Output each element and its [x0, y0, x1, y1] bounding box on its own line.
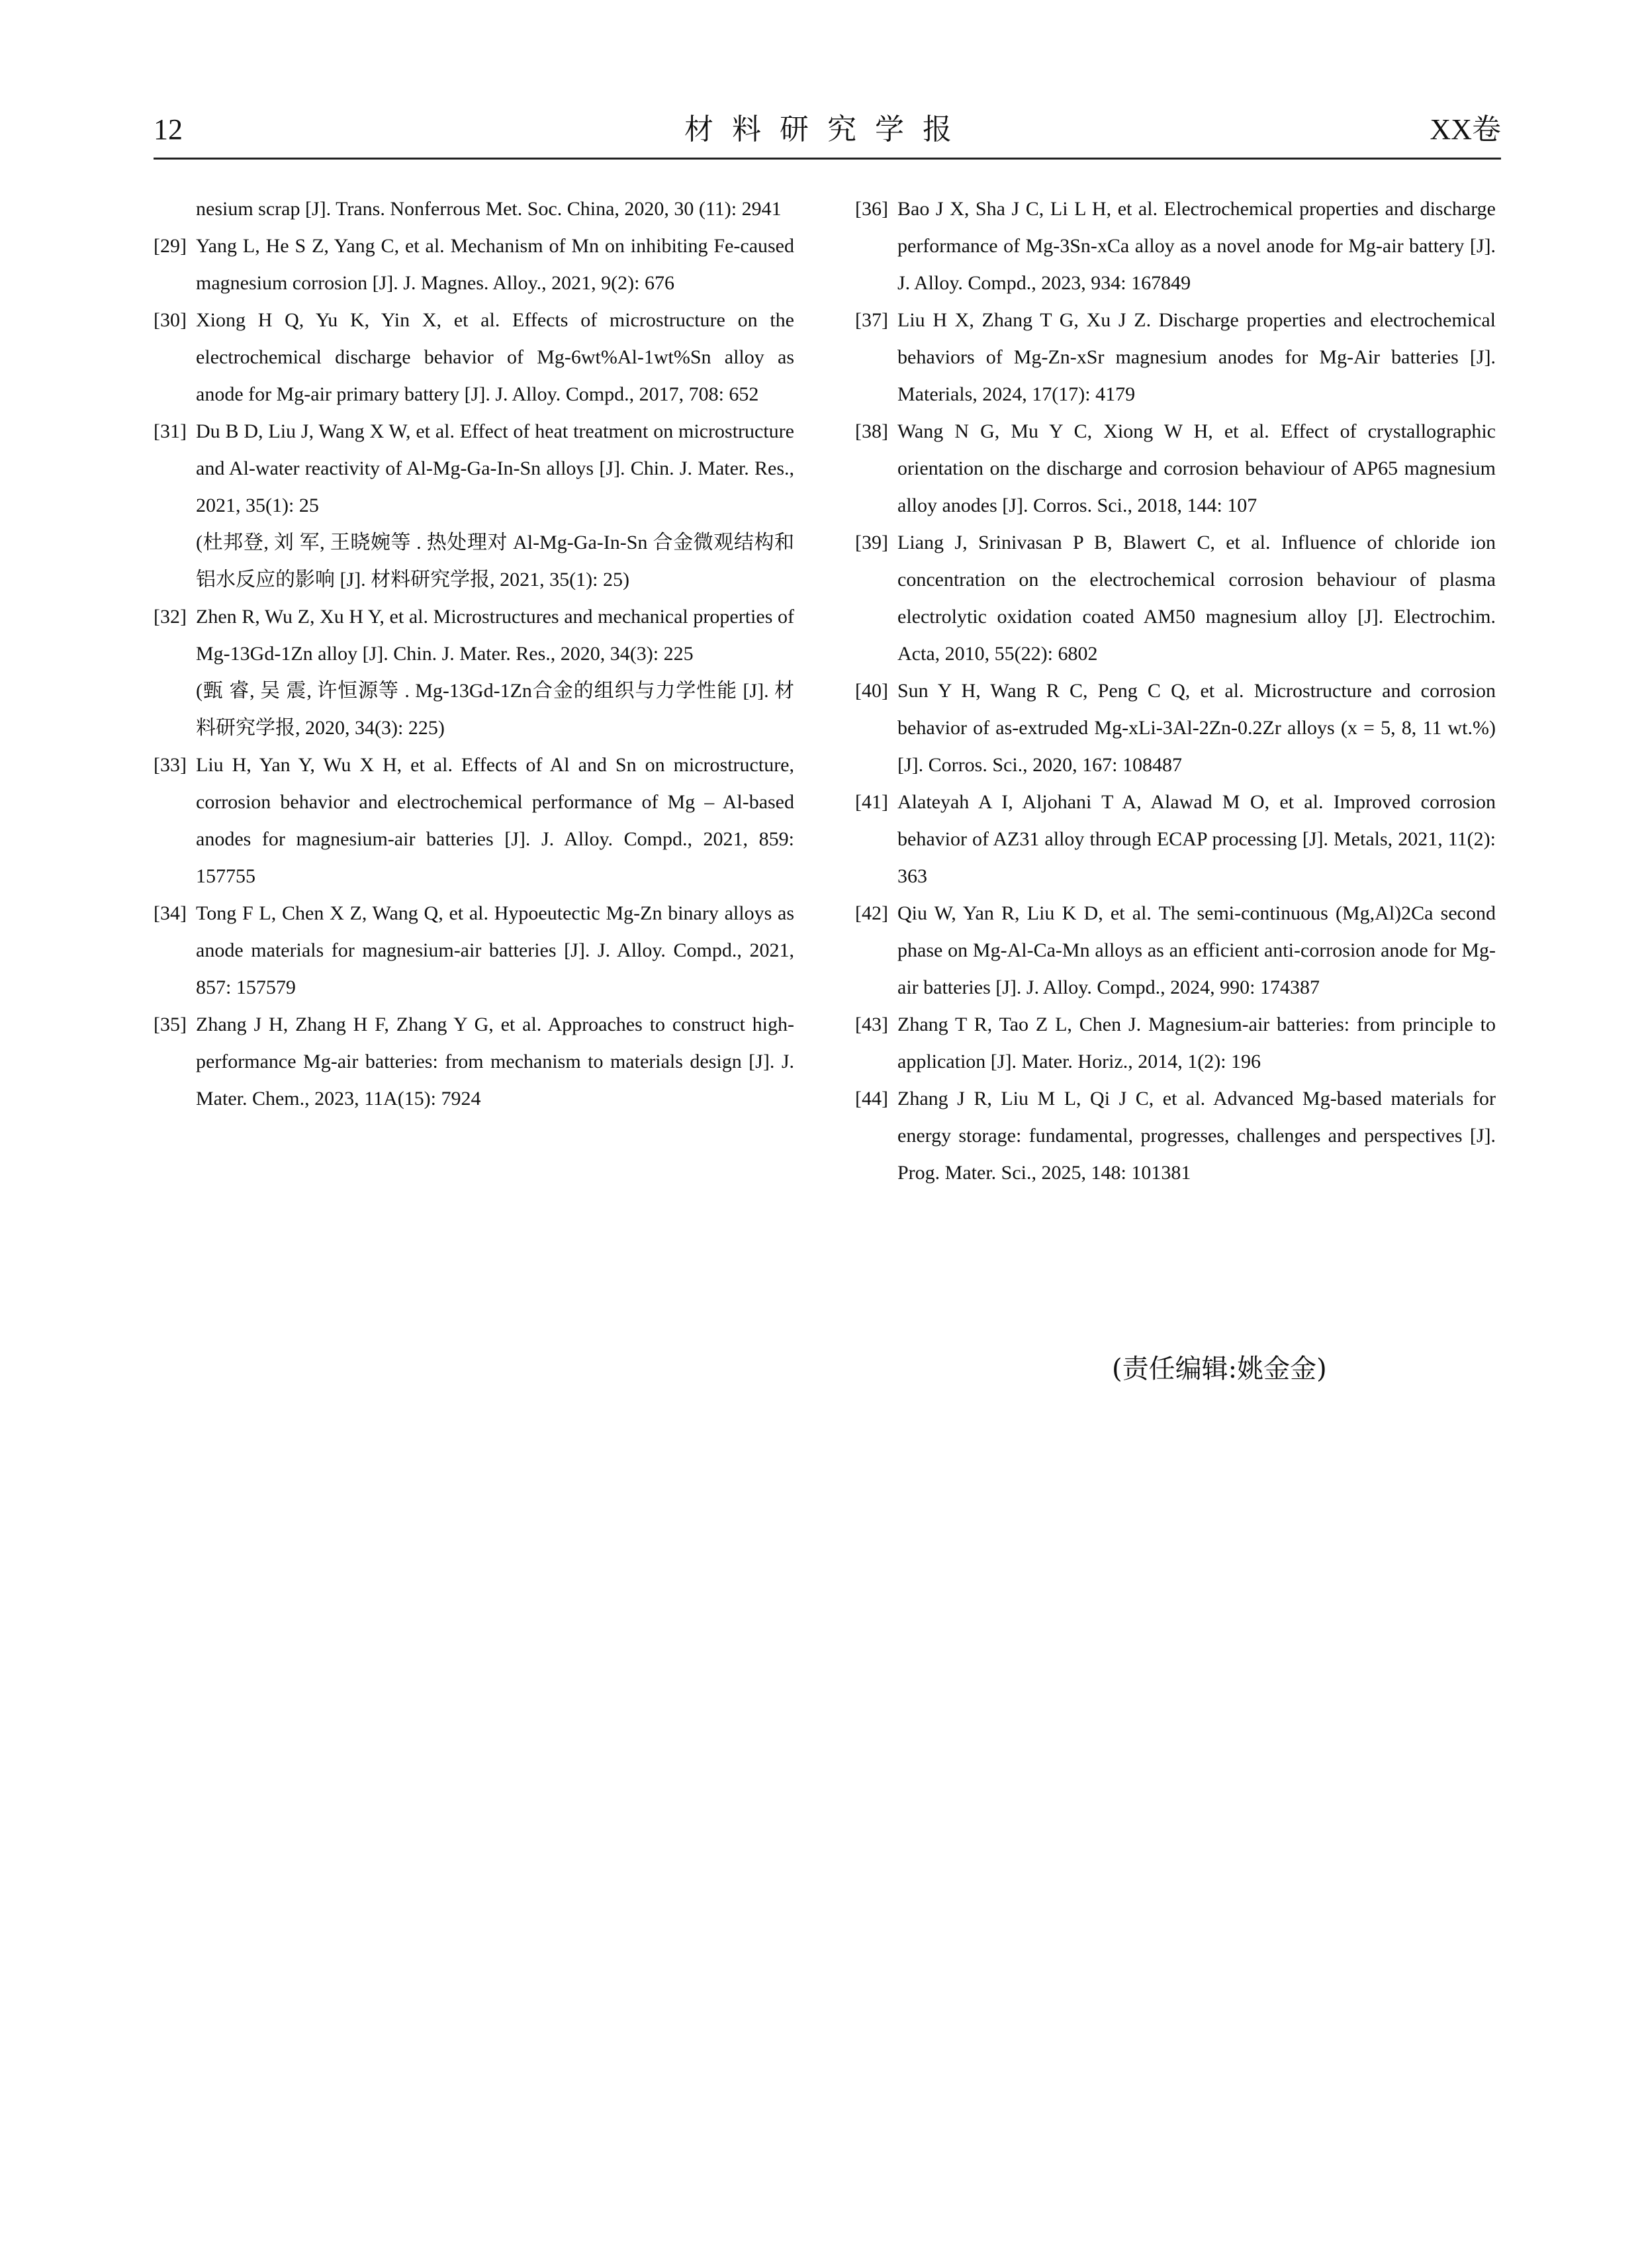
reference-item [855, 784, 1496, 895]
reference-text: Tong F L, Chen X Z, Wang Q, et al. Hypoeutectic Mg-Zn binary alloys as anode materials for magnesium-air batteries [J]. J. Alloy. Compd., 2021, 857: 157579 [196, 902, 794, 998]
reference-text: Xiong H Q, Yu K, Yin X, et al. Effects of microstructure on the electrochemical discharge behavior of Mg-6wt%Al-1wt%Sn alloy as anode for Mg-air primary battery [J]. J. Alloy. Compd., 2017, 708: 652 [196, 309, 794, 405]
reference-number: [37] [855, 309, 888, 331]
reference-text: Yang L, He S Z, Yang C, et al. Mechanism of Mn on inhibiting Fe-caused magnesium corrosion [J]. J. Magnes. Alloy., 2021, 9(2): 676 [196, 235, 794, 294]
reference-text: Liu H X, Zhang T G, Xu J Z. Discharge properties and electrochemical behaviors of Mg-Zn-xSr magnesium anodes for Mg-Air batteries [J]. Materials, 2024, 17(17): 4179 [897, 309, 1496, 405]
reference-number: [44] [855, 1088, 888, 1110]
reference-chinese-text: (甄 睿, 吴 震, 许恒源等 . Mg-13Gd-1Zn合金的组织与力学性能 [J]. 材料研究学报, 2020, 34(3): 225) [196, 680, 794, 739]
page-number: 12 [154, 113, 183, 146]
reference-number: [29] [154, 235, 187, 257]
reference-item [855, 673, 1496, 784]
reference-text: Alateyah A I, Aljohani T A, Alawad M O, et al. Improved corrosion behavior of AZ31 alloy through ECAP processing [J]. Metals, 2021, 11(2): 363 [897, 791, 1496, 887]
reference-item [855, 302, 1496, 413]
reference-number: [35] [154, 1014, 187, 1035]
reference-number: [39] [855, 532, 888, 553]
reference-number: [33] [154, 754, 187, 776]
reference-text: Zhang J H, Zhang H F, Zhang Y G, et al. Approaches to construct high-performance Mg-air batteries: from mechanism to materials design [J]. J. Mater. Chem., 2023, 11A(15): 7924 [196, 1014, 794, 1110]
reference-item [154, 598, 794, 747]
reference-item [855, 895, 1496, 1006]
reference-item [154, 1006, 794, 1117]
right-column [855, 191, 1496, 1192]
reference-number: [34] [154, 902, 187, 924]
reference-text: Qiu W, Yan R, Liu K D, et al. The semi-continuous (Mg,Al)2Ca second phase on Mg-Al-Ca-Mn alloys as an efficient anti-corrosion anode for Mg-air batteries [J]. J. Alloy. Compd., 2024, 990: 174387 [897, 902, 1496, 998]
reference-number: [43] [855, 1014, 888, 1035]
reference-number: [42] [855, 902, 888, 924]
volume-label: XX卷 [1430, 113, 1501, 146]
reference-number: [32] [154, 606, 187, 628]
reference-item [154, 228, 794, 302]
reference-continuation: nesium scrap [J]. Trans. Nonferrous Met. Soc. China, 2020, 30 (11): 2941 [196, 198, 782, 220]
page-header [154, 111, 1501, 159]
right-reference-list [855, 191, 1496, 1192]
reference-item [154, 895, 794, 1006]
reference-chinese-text: (杜邦登, 刘 军, 王晓婉等 . 热处理对 Al-Mg-Ga-In-Sn 合金微观结构和铝水反应的影响 [J]. 材料研究学报, 2021, 35(1): 25) [196, 532, 794, 591]
reference-item [154, 302, 794, 413]
reference-item [855, 524, 1496, 673]
left-column [154, 191, 794, 1117]
reference-text: Zhang T R, Tao Z L, Chen J. Magnesium-air batteries: from principle to application [J]. Mater. Horiz., 2014, 1(2): 196 [897, 1014, 1496, 1072]
reference-number: [38] [855, 420, 888, 442]
reference-number: [36] [855, 198, 888, 220]
left-reference-list [154, 228, 794, 1117]
reference-text: Zhen R, Wu Z, Xu H Y, et al. Microstructures and mechanical properties of Mg-13Gd-1Zn alloy [J]. Chin. J. Mater. Res., 2020, 34(3): 225 [196, 606, 794, 665]
reference-item [855, 191, 1496, 302]
reference-text: Sun Y H, Wang R C, Peng C Q, et al. Microstructure and corrosion behavior of as-extruded Mg-xLi-3Al-2Zn-0.2Zr alloys (x = 5, 8, 11 wt.%) [J]. Corros. Sci., 2020, 167: 108487 [897, 680, 1496, 776]
header-rule [154, 158, 1501, 160]
reference-item [154, 413, 794, 598]
reference-text: Bao J X, Sha J C, Li L H, et al. Electrochemical properties and discharge performance of Mg-3Sn-xCa alloy as a novel anode for Mg-air battery [J]. J. Alloy. Compd., 2023, 934: 167849 [897, 198, 1496, 294]
reference-item [855, 413, 1496, 524]
reference-item [154, 747, 794, 895]
reference-number: [31] [154, 420, 187, 442]
reference-text: Zhang J R, Liu M L, Qi J C, et al. Advanced Mg-based materials for energy storage: fundamental, progresses, challenges and perspectives [J]. Prog. Mater. Sci., 2025, 148: 101381 [897, 1088, 1496, 1184]
reference-number: [40] [855, 680, 888, 702]
reference-text: Du B D, Liu J, Wang X W, et al. Effect of heat treatment on microstructure and Al-water reactivity of Al-Mg-Ga-In-Sn alloys [J]. Chin. J. Mater. Res., 2021, 35(1): 25 [196, 420, 794, 516]
reference-text: Liu H, Yan Y, Wu X H, et al. Effects of Al and Sn on microstructure, corrosion behavior and electrochemical performance of Mg – Al-based anodes for magnesium-air batteries [J]. J. Alloy. Compd., 2021, 859: 157755 [196, 754, 794, 887]
editor-note: (责任编辑:姚金金) [1112, 1354, 1327, 1384]
reference-text: Wang N G, Mu Y C, Xiong W H, et al. Effect of crystallographic orientation on the discharge and corrosion behaviour of AP65 magnesium alloy anodes [J]. Corros. Sci., 2018, 144: 107 [897, 420, 1496, 516]
reference-item [855, 1006, 1496, 1080]
reference-number: [30] [154, 309, 187, 331]
journal-title: 材料研究学报 [684, 113, 970, 146]
reference-number: [41] [855, 791, 888, 813]
reference-text: Liang J, Srinivasan P B, Blawert C, et al. Influence of chloride ion concentration on the electrochemical corrosion behaviour of plasma electrolytic oxidation coated AM50 magnesium alloy [J]. Electrochim. Acta, 2010, 55(22): 6802 [897, 532, 1496, 665]
reference-item [855, 1080, 1496, 1192]
